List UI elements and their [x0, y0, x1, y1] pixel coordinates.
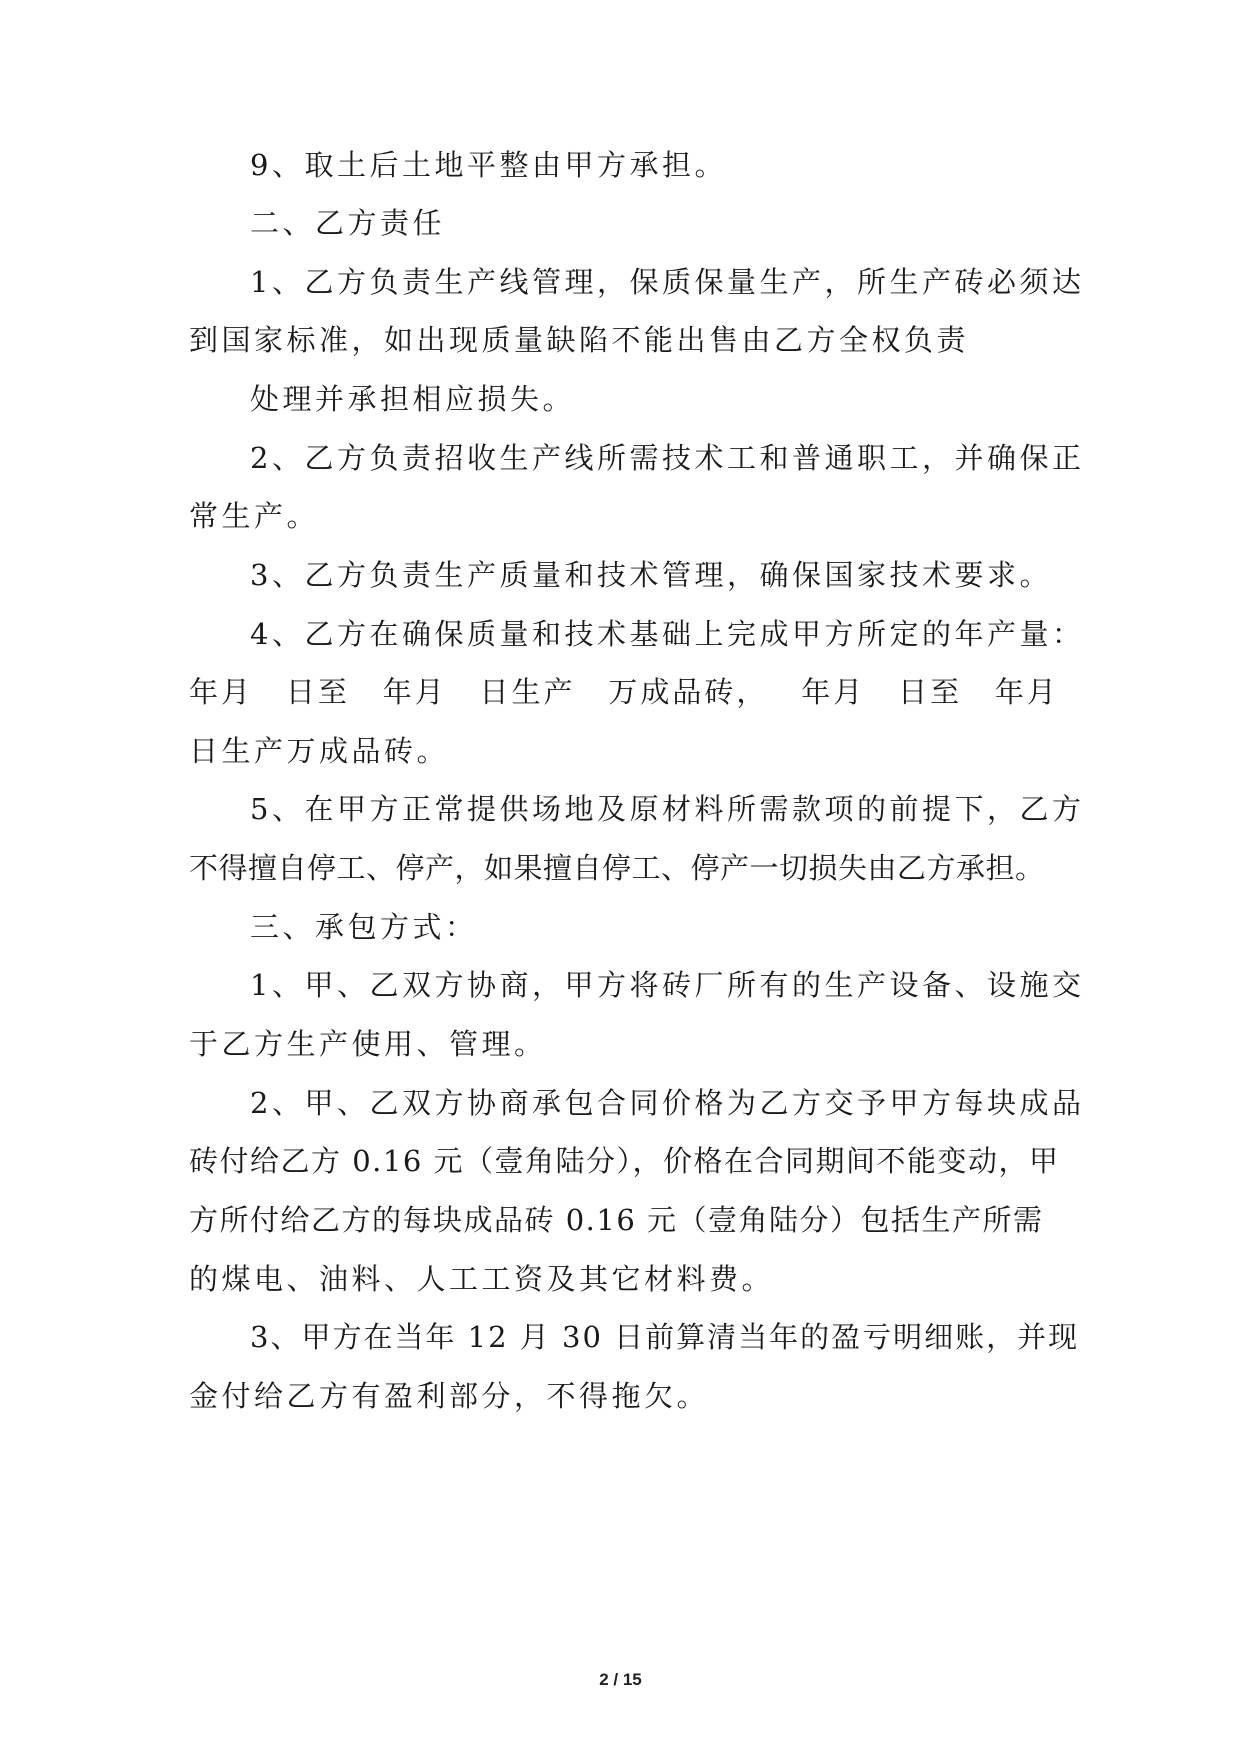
paragraph-b4-blank-fields [189, 672, 1059, 712]
paragraph-b2-line-1: 2、乙方负责招收生产线所需技术工和普通职工，并确保正 [250, 441, 1085, 475]
section-heading-party-b: 二、乙方责任 [250, 206, 446, 240]
blank-field-part: 日至 [898, 675, 963, 709]
page-number: 2 / 15 [599, 1670, 642, 1689]
paragraph-c1-line-2: 于乙方生产使用、管理。 [189, 1027, 547, 1061]
blank-field-part: 万成品砖， [608, 675, 769, 709]
paragraph-c3-line-2: 金付给乙方有盈利部分，不得拖欠。 [189, 1379, 710, 1413]
paragraph-item-9: 9、取土后土地平整由甲方承担。 [250, 148, 727, 182]
blank-field-part: 年月 [994, 675, 1059, 709]
blank-field-part: 日生产 [479, 675, 576, 709]
paragraph-c3-line-1: 3、甲方在当年 12 月 30 日前算清当年的盈亏明细账，并现 [250, 1320, 1080, 1354]
paragraph-c2-line-2: 砖付给乙方 0.16 元（壹角陆分），价格在合同期间不能变动，甲 [189, 1144, 1060, 1178]
paragraph-b4-line-1: 4、乙方在确保质量和技术基础上完成甲方所定的年产量： [250, 617, 1085, 651]
section-heading-contract-mode: 三、承包方式： [250, 910, 478, 944]
paragraph-b1-line-1: 1、乙方负责生产线管理，保质保量生产，所生产砖必须达 [250, 265, 1085, 299]
blank-field-part: 年月 [801, 675, 866, 709]
paragraph-c2-line-4: 的煤电、油料、人工工资及其它材料费。 [189, 1262, 775, 1296]
paragraph-c1-line-1: 1、甲、乙双方协商，甲方将砖厂所有的生产设备、设施交 [250, 968, 1085, 1002]
paragraph-b3: 3、乙方负责生产质量和技术管理，确保国家技术要求。 [250, 558, 1052, 592]
blank-field-part: 日至 [285, 675, 350, 709]
paragraph-b5-line-1: 5、在甲方正常提供场地及原材料所需款项的前提下，乙方 [250, 792, 1085, 826]
paragraph-b4-line-3: 日生产万成品砖。 [189, 734, 450, 768]
paragraph-b5-line-2: 不得擅自停工、停产，如果擅自停工、停产一切损失由乙方承担。 [189, 851, 1045, 885]
paragraph-c2-line-3: 方所付给乙方的每块成品砖 0.16 元（壹角陆分）包括生产所需 [189, 1203, 1044, 1237]
paragraph-b1-line-3: 处理并承担相应损失。 [250, 382, 576, 416]
blank-field-part: 年月 [382, 675, 447, 709]
paragraph-c2-line-1: 2、甲、乙双方协商承包合同价格为乙方交予甲方每块成品 [250, 1086, 1085, 1120]
paragraph-b2-line-2: 常生产。 [189, 499, 320, 533]
paragraph-b1-line-2: 到国家标准，如出现质量缺陷不能出售由乙方全权负责 [189, 323, 970, 357]
blank-field-part: 年月 [189, 675, 254, 709]
